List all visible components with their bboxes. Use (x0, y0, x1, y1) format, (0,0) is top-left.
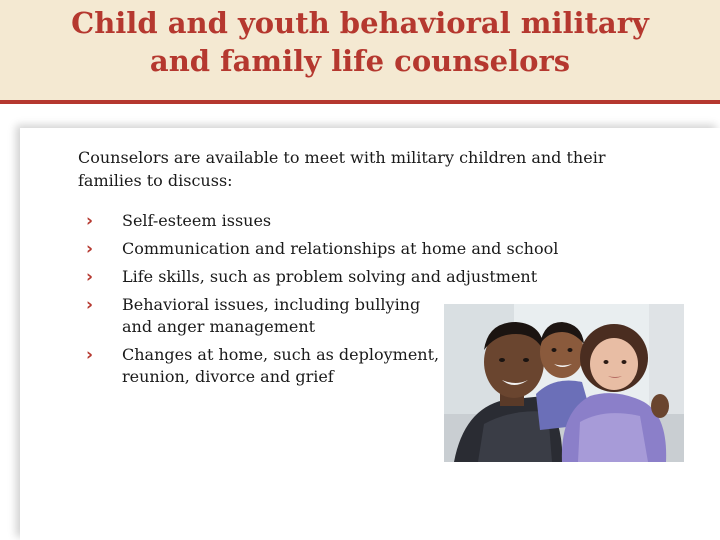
slide-title (0, 4, 720, 80)
bullet-text-line-1: Self-esteem issues (122, 211, 272, 230)
bullet-text-line-2: and anger management (122, 317, 316, 336)
bullet-text-line-1: Life skills, such as problem solving and adjustment (122, 267, 538, 286)
bullet-item (86, 238, 566, 260)
father-and-children-photo (444, 304, 684, 462)
bullet-item (86, 210, 566, 232)
bullet-item (86, 266, 566, 288)
title-line-1: Child and youth behavioral military (71, 6, 649, 40)
chevron-right-icon: › (86, 211, 94, 231)
bullet-text-line-1: Changes at home, such as deployment, (122, 345, 440, 364)
chevron-right-icon: › (86, 295, 94, 315)
slide-header (0, 0, 720, 104)
bullet-text-line-1: Behavioral issues, including bullying (122, 295, 421, 314)
intro-line-2: families to discuss: (78, 171, 233, 190)
bullet-text-line-1: Communication and relationships at home and school (122, 239, 559, 258)
bullet-text-line-2: reunion, divorce and grief (122, 367, 334, 386)
chevron-right-icon: › (86, 267, 94, 287)
chevron-right-icon: › (86, 239, 94, 259)
intro-text (78, 146, 638, 192)
chevron-right-icon: › (86, 345, 94, 365)
title-line-2: and family life counselors (149, 44, 571, 78)
photo-illustration (444, 304, 684, 462)
intro-line-1: Counselors are available to meet with military children and their (78, 148, 606, 167)
